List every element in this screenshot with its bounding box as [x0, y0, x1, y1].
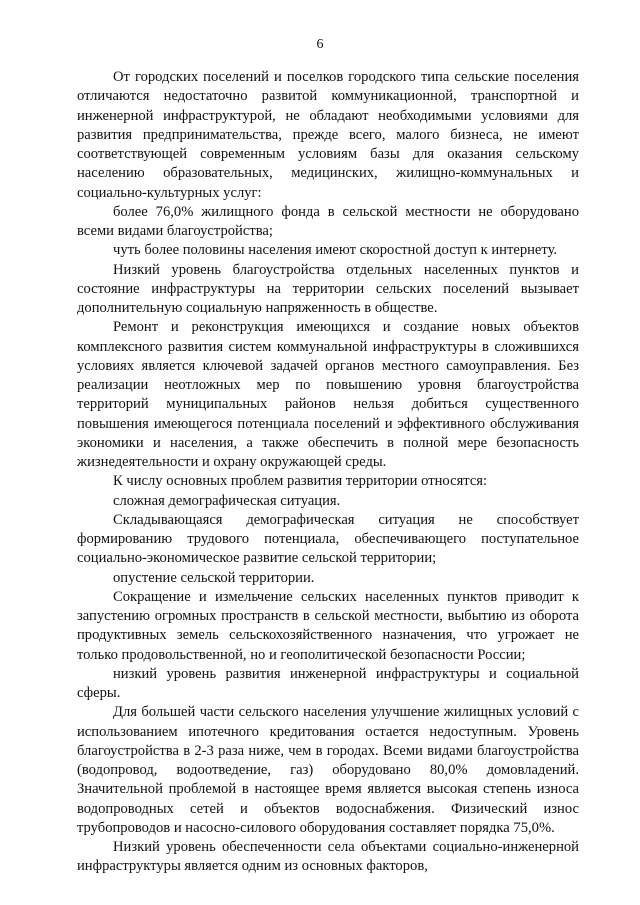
paragraph-3: чуть более половины населения имеют скоростной доступ к интернету.	[113, 242, 558, 259]
paragraph-12: Для большей части сельского населения улучшение жилищных условий с использованием ипотечного кредитования остается недоступным. Уровень благоустройства в 2-3 раза ниже, чем в городах. Всеми видами благоустройства (водопровод, водоотведение, газ) оборудовано 80,0% домовладений. Значительной проблемой в настоящее время является высокая степень износа водопроводных сетей и объектов водоснабжения. Физический износ трубопроводов и насосно-силового оборудования составляет порядка 75,0%.	[77, 704, 579, 836]
paragraph-5: Ремонт и реконструкция имеющихся и создание новых объектов комплексного развития систем коммунальной инфраструктуры в сложившихся условиях является ключевой задачей органов местного самоуправления. Без реализации неотложных мер по повышению уровня благоустройства территорий муниципальных районов нельзя добиться существенного повышения имеющегося потенциала поселений и эффективного обслуживания экономики и населения, а также обеспечить в полной мере безопасность жизнедеятельности и охрану окружающей среды.	[77, 319, 579, 470]
paragraph-13: Низкий уровень обеспеченности села объектами социально-инженерной инфраструктуры является одним из основных факторов,	[77, 839, 579, 875]
paragraph-1: От городских поселений и поселков городского типа сельские поселения отличаются недостаточно развитой коммуникационной, транспортной и инженерной инфраструктурой, не обладают необходимыми условиями для развития предпринимательства, прежде всего, малого бизнеса, не имеют соответствующей современным условиям базы для оказания сельскому населению образовательных, медицинских, жилищно-коммунальных и социально-культурных услуг:	[77, 69, 579, 201]
paragraph-11: низкий уровень развития инженерной инфраструктуры и социальной сферы.	[77, 665, 579, 701]
paragraph-7: сложная демографическая ситуация.	[113, 492, 341, 509]
paragraph-6: К числу основных проблем развития территории относятся:	[113, 473, 488, 490]
paragraph-9: опустение сельской территории.	[113, 569, 315, 586]
body-text	[77, 68, 579, 877]
paragraph-10: Сокращение и измельчение сельских населенных пунктов приводит к запустению огромных пространств в сельской местности, выбытию из оборота продуктивных земель сельскохозяйственного назначения, что угрожает не только продовольственной, но и геополитической безопасности России;	[77, 588, 579, 663]
paragraph-8: Складывающаяся демографическая ситуация не способствует формированию трудового потенциала, обеспечивающего поступательное социально-экономическое развитие сельской территории;	[77, 511, 579, 567]
page-number: 6	[316, 37, 324, 52]
paragraph-4: Низкий уровень благоустройства отдельных населенных пунктов и состояние инфраструктуры на территории сельских поселений вызывает дополнительную социальную напряженность в обществе.	[77, 261, 579, 316]
paragraph-2: более 76,0% жилищного фонда в сельской местности не оборудовано всеми видами благоустройства;	[77, 203, 579, 239]
